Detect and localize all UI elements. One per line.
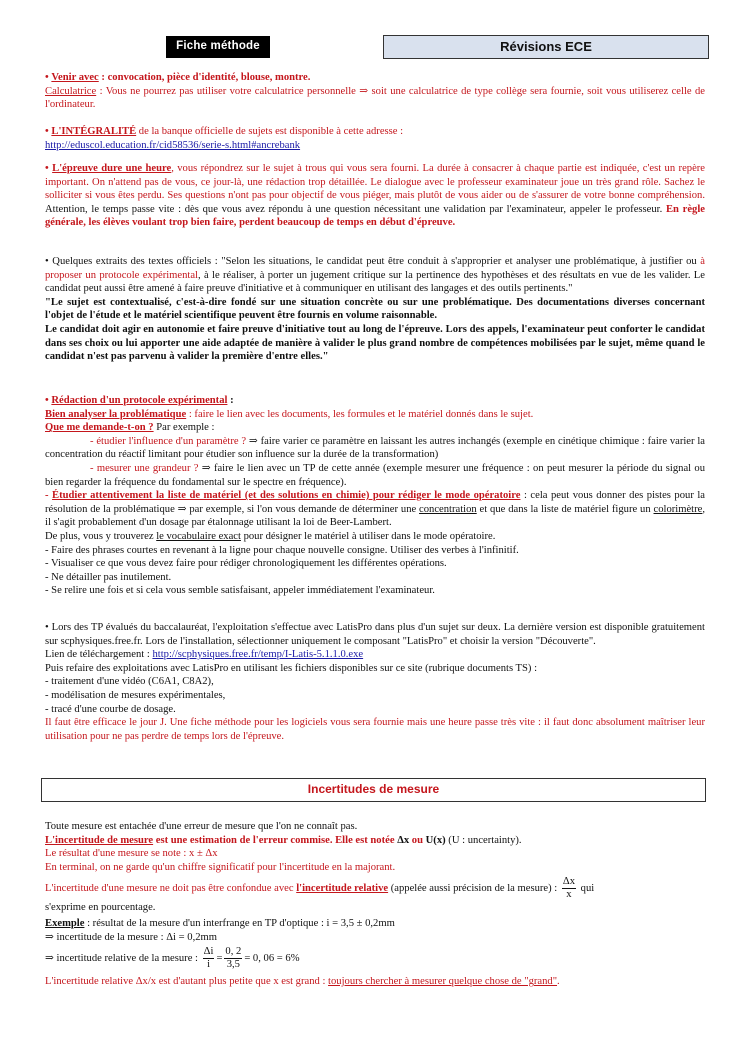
venir-title: Venir avec: [51, 72, 99, 83]
example-l3-b: = 0, 06 = 6%: [244, 953, 300, 965]
list-item: - Visualiser ce que vous devez faire pour rédiger chronologiquement les différentes opérations.: [45, 558, 447, 570]
u-x: U(x): [425, 834, 446, 846]
frac-den: 3,5: [226, 959, 240, 971]
venir-line: [45, 71, 705, 85]
extraits-section: [45, 255, 705, 364]
vocab-underlined: le vocabulaire exact: [156, 530, 241, 542]
incert-line-5: [45, 876, 705, 901]
incertitude-label: L'incertitude de mesure: [45, 834, 154, 846]
calculatrice-text: : Vous ne pourrez pas utiliser votre calculatrice personnelle ⇒ soit une calculatrice de type collège sera fournie, soit vous utiliserez celle de l'ordinateur.: [45, 85, 705, 111]
incert-l2-b: (U : uncertainty).: [445, 834, 522, 846]
download-line: [45, 648, 705, 662]
calculatrice-line: [45, 85, 705, 112]
incert-line-2: [45, 834, 705, 848]
extraits-p1: [45, 255, 705, 296]
extraits-p3: Le candidat doit agir en autonomie et faire preuve d'initiative tout au long de l'épreuve. Lors des appels, l'examinateur peut conforter le candidat dans ses choix ou lui apporter une aide adaptée de manière à valider le plus grand nombre de compétences mobilisées par le sujet, même quand le candidat n'est pas parvenu à valider la première d'entre elles.": [45, 323, 705, 363]
latispro-download-link[interactable]: http://scphysiques.free.fr/temp/I-Latis-5.1.1.0.exe: [152, 649, 364, 661]
question-line: [45, 421, 705, 435]
integralite-line: [45, 125, 705, 139]
example-1-label: - étudier l'influence d'un paramètre ?: [90, 435, 247, 447]
example-2-label: - mesurer une grandeur ?: [90, 462, 199, 474]
incert-line-3: Le résultat d'une mesure se note : x ± Δx: [45, 848, 218, 860]
list-item: - Ne détailler pas inutilement.: [45, 571, 172, 583]
incertitudes-section: [45, 820, 705, 989]
protocole-title-line: [45, 394, 705, 408]
incert-l5-b: (appelée aussi précision de la mesure) :: [388, 883, 558, 895]
analyser-text: : faire le lien avec les documents, les formules et le matériel donnés dans le sujet.: [186, 408, 534, 420]
bullet: •: [45, 163, 49, 174]
venir-section: [45, 71, 705, 112]
incert-ou: ou: [409, 834, 426, 846]
incert-l5-c: qui: [580, 883, 595, 895]
incert-line-6: s'exprime en pourcentage.: [45, 902, 156, 914]
incertitudes-section-title: Incertitudes de mesure: [41, 778, 706, 802]
latispro-p1: • Lors des TP évalués du baccalauréat, l'exploitation s'effectue avec LatisPro dans plus d'un sujet sur deux. La dernière version est disponible gratuitement sur scphysiques.free.fr. Lors de l'installation, sélectionner uniquement le composant "LatisPro" et choisir la version "Découverte".: [45, 622, 705, 647]
download-label: Lien de téléchargement :: [45, 649, 153, 661]
protocole-title: Rédaction d'un protocole expérimental: [51, 395, 228, 406]
protocole-title-end: :: [227, 395, 234, 406]
incert-l5-a: L'incertitude d'une mesure ne doit pas être confondue avec: [45, 883, 297, 895]
example-l3-a: ⇒ incertitude relative de la mesure :: [45, 953, 199, 965]
incert-line-1: Toute mesure est entachée d'une erreur de mesure que l'on ne connaît pas.: [45, 821, 358, 832]
frac-den: x: [566, 889, 572, 901]
example-1-text: ⇒ faire varier ce paramètre en laissant les autres inchangés (exemple en cinétique chimique : faire varier la concentration du réactif limitant pour étudier son influence sur la durée de la transformation): [45, 435, 705, 461]
example-1: [45, 435, 705, 462]
example-2: [45, 462, 705, 489]
protocole-section: [45, 394, 705, 598]
example-2-text: ⇒ faire le lien avec un TP de cette année (exemple mesurer une fréquence : on peut mesurer la période du signal ou bien regarder la fréquence du fondamental sur le spectre en fréquence).: [45, 462, 705, 488]
frac-num: Δx: [562, 876, 575, 888]
colorimetre-word: colorimètre: [653, 503, 703, 515]
etudier-a: : cela peut vous donner des pistes pour la résolution de la problématique ⇒ par exemple, si l'on vous demande de déterminer une: [45, 490, 706, 515]
relative-fraction: [562, 876, 576, 901]
venir-rest: : convocation, pièce d'identité, blouse, montre.: [98, 72, 311, 83]
etudier-c: , il s'agit probablement d'un dosage par étalonnage utilisant la loi de Beer-Lambert.: [45, 503, 705, 529]
extraits-p1-a: • Quelques extraits des textes officiels : "Selon les situations, le candidat peut être conduit à s'approprier et analyser une problématique, à justifier ou: [45, 256, 701, 267]
list-item: - tracé d'une courbe de dosage.: [45, 703, 176, 715]
equals: =: [216, 953, 223, 965]
integralite-rest: de la banque officielle de sujets est disponible à cette adresse :: [136, 126, 404, 137]
analyser-label: Bien analyser la problématique: [45, 408, 187, 420]
example-label: Exemple: [45, 917, 85, 929]
incert-l2-a: est une estimation de l'erreur commise. Elle est notée: [153, 834, 398, 846]
etudier-b: et que dans la liste de matériel figure un: [476, 503, 654, 515]
epreuve-bold-red: En règle générale, les élèves voulant trop bien faire, perdent beaucoup de temps en début d'épreuve.: [45, 203, 706, 229]
vocab-line: [45, 530, 705, 544]
last-b: .: [557, 976, 560, 988]
list-item: - Se relire une fois et si cela vous semble satisfaisant, appeler immédiatement l'examinateur.: [45, 585, 435, 597]
epreuve-paragraph: [45, 162, 705, 230]
epreuve-title: L'épreuve dure une heure: [52, 163, 172, 174]
example-line: [45, 917, 705, 931]
question-label: Que me demande-t-on ?: [45, 422, 154, 434]
example-line-2: ⇒ incertitude de la mesure : Δi = 0,2mm: [45, 931, 217, 943]
fiche-methode-title: Fiche méthode: [166, 36, 270, 58]
list-item: - Faire des phrases courtes en revenant à la ligne pour chaque nouvelle consigne. Utiliser des verbes à l'infinitif.: [45, 544, 519, 556]
latispro-warning: Il faut être efficace le jour J. Une fiche méthode pour les logiciels vous sera fournie mais une heure passe très vite : il faut donc absolument maîtriser leur utilisation pour ne pas perdre de temps lors de l'épreuve.: [45, 717, 705, 742]
fraction-delta-i: [203, 946, 215, 971]
etudier-paragraph: [45, 489, 705, 530]
last-a: L'incertitude relative Δx/x est d'autant plus petite que x est grand :: [45, 976, 329, 988]
delta-x: Δx: [397, 834, 410, 846]
list-item: - traitement d'une vidéo (C6A1, C8A2),: [45, 676, 214, 688]
frac-den: i: [207, 959, 211, 971]
vocab-b: pour désigner le matériel à utiliser dans le mode opératoire.: [240, 530, 496, 542]
bullet: •: [45, 126, 49, 137]
fraction-values: [224, 946, 242, 971]
etudier-label: Étudier attentivement la liste de matériel (et des solutions en chimie) pour rédiger le mode opératoire: [52, 490, 521, 502]
frac-num: Δi: [203, 946, 214, 958]
last-underlined: toujours chercher à mesurer quelque chose de "grand": [328, 976, 558, 988]
vocab-a: De plus, vous y trouverez: [45, 530, 157, 542]
revisions-ece-title: Révisions ECE: [383, 35, 709, 59]
list-item: - modélisation de mesures expérimentales,: [45, 689, 226, 701]
eduscol-link[interactable]: http://eduscol.education.fr/cid58536/serie-s.html#ancrebank: [45, 139, 301, 151]
incert-line-4: En terminal, on ne garde qu'un chiffre significatif pour l'incertitude en la majorant.: [45, 861, 396, 873]
epreuve-black-text: Attention, le temps passe vite : dès que vous avez répondu à une question nécessitant une validation par l'examinateur, appeler le professeur.: [45, 203, 666, 215]
extraits-p1-b: , à le réaliser, à porter un jugement critique sur la pertinence des hypothèses et des résultats en vue de les valider. Le candidat peut aussi être amené à faire preuve d'initiative et à communiquer en utilisant des langages et des outils pertinents.": [45, 269, 705, 295]
extraits-p2: "Le sujet est contextualisé, c'est-à-dire fondé sur une situation concrète ou sur une problématique. Des documentations diverses concernant l'objet de l'étude et le matériel scientifique peuvent être fournis en volume raisonnable.: [45, 296, 705, 322]
bullet: •: [45, 72, 49, 83]
latispro-section: [45, 621, 705, 743]
question-text: Par exemple :: [153, 422, 215, 434]
integralite-title: L'INTÉGRALITÉ: [51, 126, 137, 137]
analyser-line: [45, 408, 705, 422]
integralite-section: [45, 125, 705, 152]
bullet: •: [45, 395, 49, 406]
last-line: [45, 975, 705, 989]
example-line-3: [45, 946, 705, 971]
epreuve-red-text: , vous répondrez sur le sujet à trous qui vous sera fourni. La durée à consacrer à chaque partie est indiquée, c'est un repère important. On n'attend pas de vous, ce jour-là, une rédaction trop détaillée. Le dialogue avec le professeur examinateur joue un très grand rôle. Sachez le solliciter si vous êtes perdu. Ses questions n'ont pas pour objectif de vous piéger, mais plutôt de vous aider ou de s'assurer de votre bonne compréhension.: [45, 163, 705, 202]
calculatrice-label: Calculatrice: [45, 85, 97, 97]
protocole-highlight: à proposer un protocole expérimental: [45, 256, 705, 281]
concentration-word: concentration: [419, 503, 477, 515]
example-text: : résultat de la mesure d'un interfrange en TP d'optique : i = 3,5 ± 0,2mm: [84, 917, 395, 929]
incertitude-relative-label: l'incertitude relative: [296, 883, 389, 895]
epreuve-section: [45, 162, 705, 230]
etudier-dash: -: [45, 490, 53, 502]
latispro-p2: Puis refaire des exploitations avec LatisPro en utilisant les fichiers disponibles sur ce site (rubrique documents TS) :: [45, 662, 538, 674]
frac-num: 0, 2: [225, 946, 242, 958]
